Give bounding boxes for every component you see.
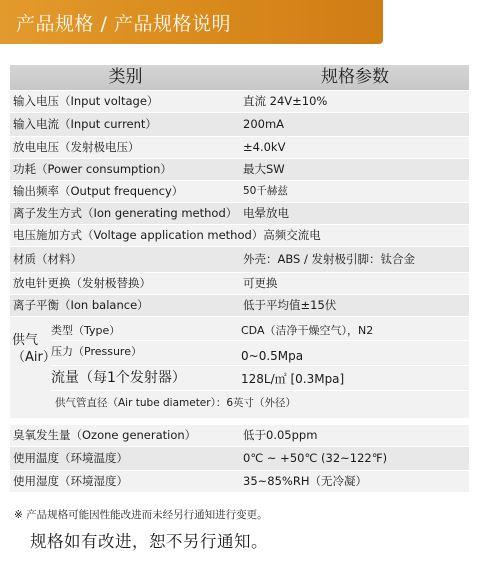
- table-row: [10, 471, 469, 493]
- table-row: [10, 91, 469, 113]
- row-value: 50千赫兹: [243, 185, 288, 198]
- table-row: [10, 159, 469, 181]
- row-value: 高频交流电: [263, 227, 321, 242]
- row-label-inline: [10, 225, 469, 246]
- row-label: 使用湿度（环境湿度）: [13, 473, 128, 488]
- table-row: [10, 247, 469, 273]
- table-header-row: [10, 65, 469, 91]
- row-value: 低于0.05ppm: [243, 427, 318, 442]
- row-value: 200mA: [243, 116, 285, 131]
- table-row: [10, 137, 469, 159]
- gas-supply-label: 供气（Air）: [12, 333, 56, 365]
- row-value: ±4.0kV: [243, 139, 286, 154]
- table-row: [10, 225, 469, 247]
- row-label: 放电针更换（发射极替换）: [13, 275, 151, 290]
- table-row: [10, 181, 469, 203]
- gas-supply-block: [10, 317, 469, 419]
- gas-tube-diameter: 供气管直径（Air tube diameter）：6英寸（外径）: [55, 397, 297, 409]
- divider: [51, 365, 469, 366]
- row-value: 35~85%RH（无冷凝）: [243, 473, 367, 488]
- table-row: [10, 295, 469, 317]
- table-row: [10, 113, 469, 137]
- row-value: 可更换: [243, 275, 278, 290]
- section-title: 产品规格 / 产品规格说明: [16, 13, 231, 35]
- divider: [51, 390, 469, 391]
- row-value: 低于平均值±15伏: [243, 297, 337, 312]
- row-label: 电压施加方式（Voltage application method）: [13, 227, 264, 242]
- row-label: 输入电压（Input voltage）: [13, 93, 159, 108]
- row-value: 直流 24V±10%: [243, 93, 328, 108]
- gas-type-label: 类型（Type）: [51, 324, 121, 337]
- section-header: [0, 0, 383, 44]
- row-label: 离子平衡（Ion balance）: [13, 297, 149, 312]
- gas-flow-value: 128L/㎡ [0.3Mpa]: [241, 372, 345, 386]
- row-label: 臭氧发生量（Ozone generation）: [13, 427, 197, 442]
- row-label: 功耗（Power consumption）: [13, 161, 172, 176]
- row-label: 输出频率（Output frequency）: [13, 183, 184, 198]
- row-label: 使用温度（环境温度）: [13, 450, 128, 465]
- gas-type-value: CDA（洁净干燥空气），N2: [241, 324, 374, 337]
- gas-flow-label: 流量（每1个发射器）: [51, 370, 186, 386]
- row-label: 材质（材料）: [13, 251, 82, 266]
- divider: [51, 340, 469, 341]
- gas-supply-details: [51, 317, 469, 418]
- spec-change-notice: ※ 产品规格可能因性能改进而未经另行通知进行变更。: [14, 509, 268, 521]
- column-header-category: 类别: [108, 67, 143, 88]
- column-header-spec: 规格参数: [321, 67, 389, 88]
- table-row: [10, 447, 469, 471]
- row-value: 最大SW: [243, 161, 285, 176]
- table-row: [10, 273, 469, 295]
- row-label: 放电电压（发射极电压）: [13, 139, 140, 154]
- spec-change-notice-large: 规格如有改进，恕不另行通知。: [30, 532, 268, 551]
- table-row: [10, 203, 469, 225]
- gas-pressure-label: 压力（Pressure）: [51, 345, 142, 358]
- row-label: 离子发生方式（Ion generating method）: [13, 205, 238, 220]
- spec-table: [10, 65, 469, 493]
- row-value: 外壳：ABS / 发射极引脚：钛合金: [243, 251, 416, 266]
- gas-pressure-value: 0~0.5Mpa: [241, 349, 304, 363]
- table-row: [10, 425, 469, 447]
- row-value: 电晕放电: [243, 205, 289, 220]
- row-label: 输入电流（Input current）: [13, 116, 157, 131]
- row-value: 0℃ ~ +50℃ (32~122℉): [243, 450, 388, 465]
